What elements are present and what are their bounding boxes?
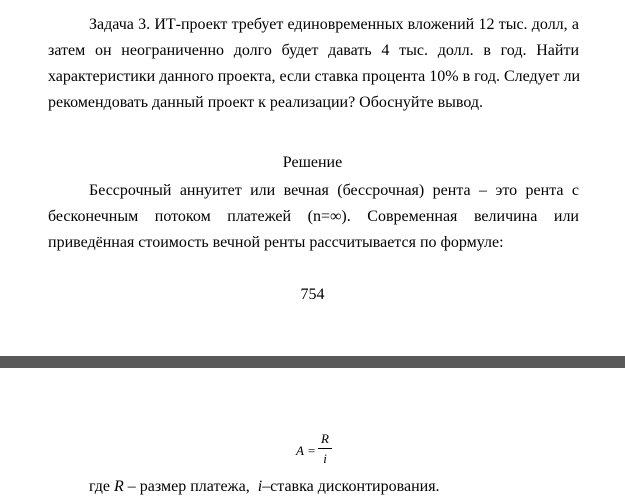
task-line: затем он неограниченно долго будет давать 4 тыс. долл. в год. Найти xyxy=(48,42,579,59)
fraction-bar xyxy=(318,448,332,449)
task-line: рекомендовать данный проект к реализации? Обоснуйте вывод. xyxy=(48,94,484,111)
definition-suffix: –ставка дисконтирования. xyxy=(262,478,440,495)
definition-prefix: где xyxy=(89,478,115,495)
body-line: бесконечным потоком платежей (n=∞). Современная величина или xyxy=(48,208,579,225)
body-line: Бессрочный аннуитет или вечная (бессрочная) рента – это рента с xyxy=(89,182,579,199)
definition-line xyxy=(89,477,440,497)
task-line: Задача 3. ИТ-проект требует единовременных вложений 12 тыс. долл, а xyxy=(89,16,579,33)
solution-heading: Решение xyxy=(282,154,343,171)
definition-middle: – размер платежа, xyxy=(123,478,258,495)
definition-var-i: i xyxy=(257,478,263,495)
formula-denominator: i xyxy=(323,451,327,466)
task-line: характеристики данного проекта, если ставка процента 10% в год. Следует ли xyxy=(48,68,581,85)
task-paragraph xyxy=(48,12,579,116)
formula-lhs: A = xyxy=(296,443,316,458)
formula-fraction xyxy=(318,431,332,466)
definition-var-r: R xyxy=(114,478,124,495)
page-separator xyxy=(0,356,625,368)
body-paragraph xyxy=(48,178,579,256)
body-line: приведённая стоимость вечной ренты рассчитывается по формуле: xyxy=(48,234,504,251)
page-number: 754 xyxy=(300,286,325,303)
formula-numerator: R xyxy=(321,431,329,446)
